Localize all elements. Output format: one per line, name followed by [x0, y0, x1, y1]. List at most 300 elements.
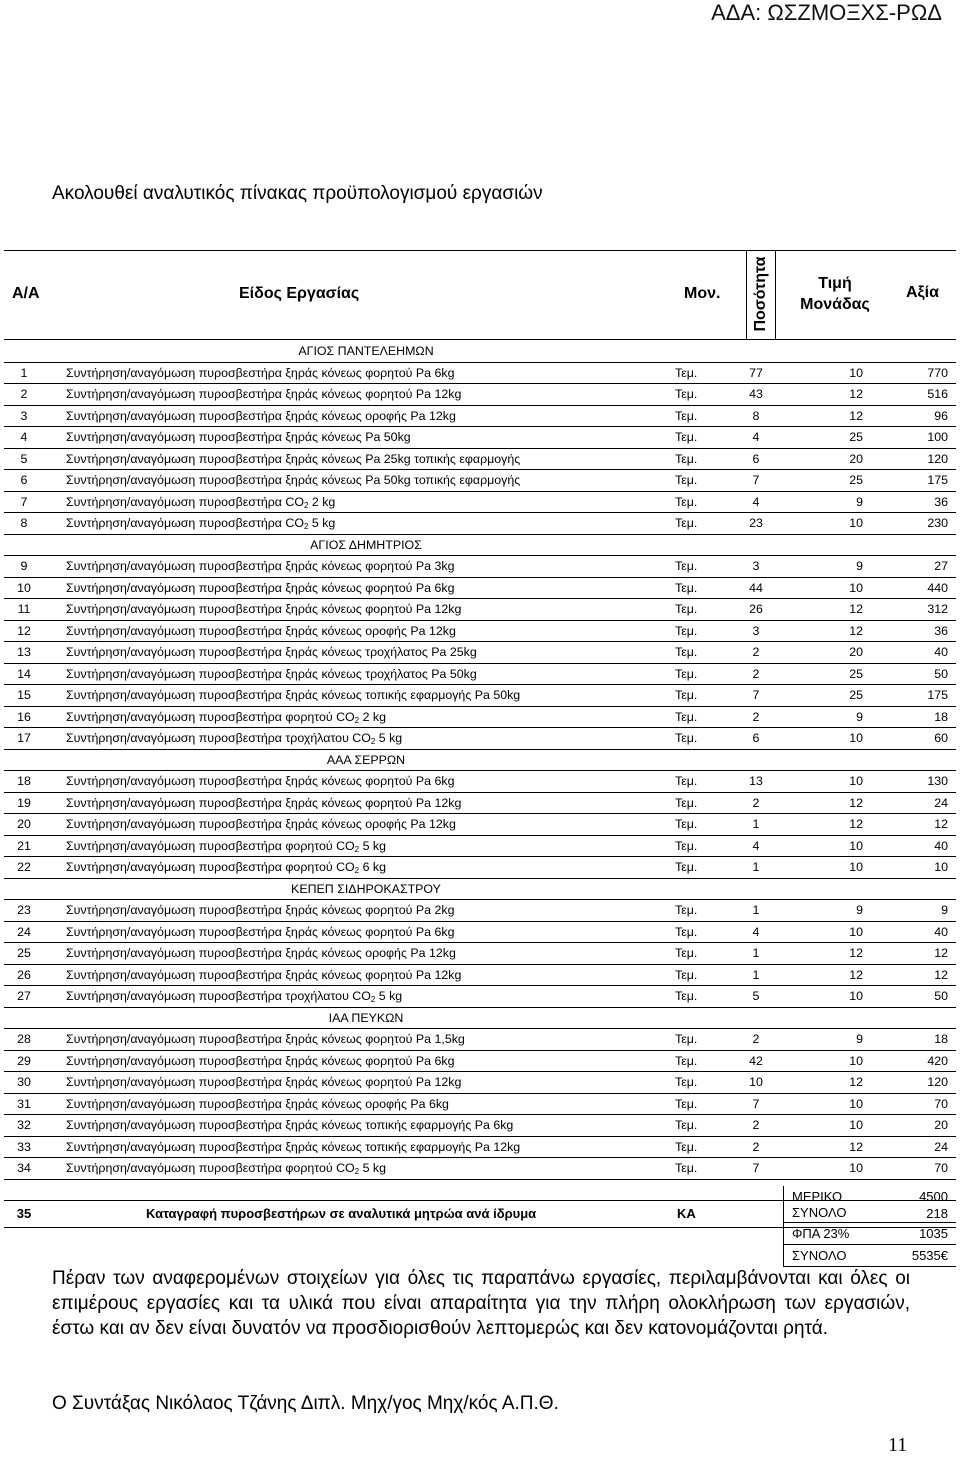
row-description: [66, 1158, 386, 1183]
row-description: [66, 685, 520, 706]
row-value: 120: [927, 451, 948, 466]
table-row: [4, 449, 956, 471]
row-description: [66, 1094, 449, 1115]
vat-row: [783, 1223, 956, 1245]
row-description: [66, 1029, 465, 1050]
row-unit-price: 9: [856, 559, 863, 573]
row-number: 18: [17, 774, 31, 788]
row-unit-price: 9: [856, 1032, 863, 1046]
row-number: 24: [17, 924, 31, 939]
row-value: 96: [934, 408, 948, 423]
row-description-text: Συντήρηση/αναγόμωση πυροσβεστήρα ξηράς κόνεως οροφής Pa 12kg: [66, 408, 456, 423]
row-value: 175: [927, 473, 948, 487]
row-unit: Τεμ.: [675, 451, 698, 466]
row-unit: Τεμ.: [675, 688, 698, 702]
section-title: ΙΑΑ ΠΕΥΚΩΝ: [328, 1010, 404, 1025]
row-quantity: 1: [752, 817, 760, 831]
table-row: [4, 1158, 956, 1180]
table-row: [4, 427, 956, 449]
row-value: 12: [934, 967, 948, 982]
row-unit-price: 25: [849, 666, 863, 681]
row-description-text: Συντήρηση/αναγόμωση πυροσβεστήρα CO: [66, 494, 304, 509]
row-description-text: Συντήρηση/αναγόμωση πυροσβεστήρα ξηράς κόνεως φορητού Pa 6kg: [66, 774, 455, 788]
row-value: 24: [934, 795, 948, 810]
table-row: [4, 1051, 956, 1073]
terms-paragraph: Πέραν των αναφερομένων στοιχείων για όλες τις παραπάνω εργασίες, περιλαμβάνονται και όλες οι επιμέρους εργασίες και τα υλικά που είναι απαραίτητα για την πλήρη ολοκλήρωση των εργασιών, έστω και αν δεν είναι δυνατόν να προσδιορισθούν λεπτομερώς και δεν κατονομάζονται ρητά.: [52, 1268, 910, 1339]
row-description-text: Συντήρηση/αναγόμωση πυροσβεστήρα ξηράς κόνεως φορητού Pa 12kg: [66, 795, 462, 810]
section-row: [4, 341, 956, 363]
row-description: [66, 449, 520, 470]
row-unit: Τεμ.: [675, 408, 698, 423]
page-heading: Ακολουθεί αναλυτικός πίνακας προϋπολογισμού εργασιών: [52, 183, 543, 204]
row35-value: 218: [926, 1205, 948, 1221]
row-number: 20: [17, 817, 31, 831]
row-unit: Τεμ.: [675, 666, 698, 681]
row-description: [66, 1115, 513, 1136]
row-unit: Τεμ.: [675, 946, 698, 960]
row-description-suffix: 2 kg: [359, 709, 386, 724]
row-number: 33: [17, 1139, 31, 1154]
row-unit: Τεμ.: [675, 430, 698, 444]
row-value: 230: [927, 516, 948, 530]
row-quantity: 5: [752, 989, 760, 1003]
row-number: 1: [20, 365, 28, 380]
row-description: [66, 642, 477, 663]
row-number: 12: [17, 623, 31, 638]
row-quantity: 4: [752, 924, 760, 939]
table-row: [4, 685, 956, 707]
table-row: [4, 1115, 956, 1137]
row-unit: Τεμ.: [675, 1053, 698, 1068]
row-value: 10: [934, 860, 948, 874]
row-number: 2: [20, 387, 28, 401]
row-number: 21: [17, 838, 31, 853]
row-description-text: Συντήρηση/αναγόμωση πυροσβεστήρα ξηράς κόνεως τοπικής εφαρμογής Pa 12kg: [66, 1139, 521, 1154]
row-quantity: 77: [749, 365, 763, 380]
row-value: 18: [934, 1032, 948, 1046]
row-number: 32: [17, 1118, 31, 1132]
row-unit-price: 12: [849, 387, 863, 401]
subscript: 2: [354, 844, 360, 854]
row-quantity: 44: [749, 580, 763, 595]
row-quantity: 6: [752, 451, 760, 466]
row-number: 10: [17, 580, 31, 595]
row-value: 130: [927, 774, 948, 788]
section-row: [4, 1008, 956, 1030]
row-description: [66, 943, 456, 964]
row-description: [66, 922, 454, 943]
row-quantity: 2: [752, 666, 760, 681]
row-value: 175: [927, 688, 948, 702]
table-row: [4, 814, 956, 836]
row-description-text: Συντήρηση/αναγόμωση πυροσβεστήρα ξηράς κόνεως τροχήλατος Pa 25kg: [66, 645, 477, 659]
table-row: [4, 513, 956, 535]
row-unit: Τεμ.: [675, 559, 698, 573]
row-description-text: Συντήρηση/αναγόμωση πυροσβεστήρα ξηράς κόνεως Pa 50kg: [66, 430, 411, 444]
row-quantity: 2: [752, 709, 760, 724]
row-description: [66, 384, 461, 405]
row-unit: Τεμ.: [675, 967, 698, 982]
row-description: [66, 556, 454, 577]
row-unit-price: 10: [849, 924, 863, 939]
row-unit-price: 12: [849, 795, 863, 810]
partial-total-value: 4500: [919, 1189, 948, 1204]
grand-total-value: 5535€: [911, 1248, 948, 1263]
row-number: 9: [20, 559, 28, 573]
row-unit-price: 20: [849, 645, 863, 659]
table-row: [4, 1029, 956, 1051]
row-number: 31: [17, 1096, 31, 1111]
row-description: [66, 363, 454, 384]
row-value: 12: [934, 946, 948, 960]
row-value: 70: [934, 1096, 948, 1111]
row-quantity: 7: [752, 473, 760, 487]
row-description-text: Συντήρηση/αναγόμωση πυροσβεστήρα ξηράς κόνεως Pa 50kg τοπικής εφαρμογής: [66, 473, 521, 487]
table-row: [4, 599, 956, 621]
row-unit: Τεμ.: [675, 838, 698, 853]
row-description-text: Συντήρηση/αναγόμωση πυροσβεστήρα φορητού CO: [66, 860, 355, 874]
author-signature: Ο Συντάξας Νικόλαος Τζάνης Διπλ. Μηχ/γος Μηχ/κός Α.Π.Θ.: [52, 1393, 559, 1414]
row-description: [66, 664, 477, 685]
row-description-text: Συντήρηση/αναγόμωση πυροσβεστήρα ξηράς κόνεως οροφής Pa 12kg: [66, 817, 456, 831]
row-unit-price: 10: [849, 989, 863, 1003]
row-unit: Τεμ.: [675, 860, 698, 874]
subscript: 2: [370, 995, 376, 1004]
row-description-suffix: 5 kg: [359, 1161, 386, 1175]
row-unit-price: 10: [849, 1118, 863, 1132]
row-unit-price: 10: [849, 860, 863, 874]
table-row: [4, 857, 956, 879]
row-number: 23: [17, 903, 31, 917]
col-axia: Αξία: [906, 284, 939, 301]
row-description-text: Συντήρηση/αναγόμωση πυροσβεστήρα ξηράς κόνεως φορητού Pa 6kg: [66, 1053, 455, 1068]
row-description-text: Συντήρηση/αναγόμωση πυροσβεστήρα ξηράς κόνεως οροφής Pa 12kg: [66, 623, 456, 638]
col-mon: Μον.: [684, 285, 721, 302]
row-description-suffix: 5 kg: [359, 838, 386, 853]
row-unit: Τεμ.: [675, 494, 698, 509]
row-description-text: Συντήρηση/αναγόμωση πυροσβεστήρα ξηράς κόνεως φορητού Pa 12kg: [66, 1075, 462, 1089]
row-value: 36: [934, 623, 948, 638]
row-value: 420: [927, 1053, 948, 1068]
section-title: ΑΓΙΟΣ ΔΗΜΗΤΡΙΟΣ: [310, 537, 422, 552]
row-quantity: 1: [752, 903, 760, 917]
row-description-text: Συντήρηση/αναγόμωση πυροσβεστήρα φορητού CO: [66, 838, 355, 853]
row-number: 29: [17, 1053, 31, 1068]
row-description-text: Συντήρηση/αναγόμωση πυροσβεστήρα ξηράς κόνεως φορητού Pa 2kg: [66, 903, 455, 917]
page-number: 11: [888, 1434, 908, 1456]
row-description-text: Συντήρηση/αναγόμωση πυροσβεστήρα φορητού CO: [66, 1161, 355, 1175]
row-unit: Τεμ.: [675, 387, 698, 401]
row-description-text: Συντήρηση/αναγόμωση πυροσβεστήρα ξηράς κόνεως φορητού Pa 6kg: [66, 924, 455, 939]
row-value: 120: [927, 1075, 948, 1089]
row-description: [66, 599, 461, 620]
section-title: ΑΓΙΟΣ ΠΑΝΤΕΛΕΗΜΩΝ: [298, 344, 434, 358]
table-row: [4, 1072, 956, 1094]
row-description: [66, 771, 454, 792]
row-unit: Τεμ.: [675, 1139, 698, 1154]
row-unit: Τεμ.: [675, 1075, 698, 1089]
table-row: [4, 965, 956, 987]
row-description-text: Συντήρηση/αναγόμωση πυροσβεστήρα ξηράς κόνεως τροχήλατος Pa 50kg: [66, 666, 477, 681]
row-description-text: Συντήρηση/αναγόμωση πυροσβεστήρα φορητού CO: [66, 709, 355, 724]
col-timi: Τιμή Μονάδας: [800, 275, 870, 313]
col-aa: Α/Α: [12, 285, 40, 302]
row-unit-price: 9: [856, 903, 863, 917]
table-row: [4, 771, 956, 793]
ada-code: ΑΔΑ: ΩΣΖΜΟΞΧΣ-ΡΩΔ: [711, 0, 942, 25]
row-number: 13: [17, 645, 31, 659]
row-unit: Τεμ.: [675, 1096, 698, 1111]
row-unit: Τεμ.: [675, 903, 698, 917]
row-unit-price: 12: [849, 408, 863, 423]
section-title: ΚΕΠΕΠ ΣΙΔΗΡΟΚΑΣΤΡΟΥ: [291, 881, 441, 896]
row-unit-price: 9: [856, 709, 863, 724]
section-row: [4, 879, 956, 901]
row-unit: Τεμ.: [675, 774, 698, 788]
row-quantity: 1: [752, 946, 760, 960]
row-unit-price: 12: [849, 1139, 863, 1154]
table-row: [4, 363, 956, 385]
row-unit-price: 10: [849, 580, 863, 595]
row-unit: Τεμ.: [675, 623, 698, 638]
row-description-text: Συντήρηση/αναγόμωση πυροσβεστήρα τροχήλατου CO: [66, 989, 371, 1003]
row-value: 40: [934, 924, 948, 939]
row-unit: Τεμ.: [675, 602, 698, 616]
table-row: [4, 492, 956, 514]
table-row: [4, 578, 956, 600]
row-description-text: Συντήρηση/αναγόμωση πυροσβεστήρα CO: [66, 516, 304, 530]
row-number: 34: [17, 1161, 31, 1175]
row-value: 18: [934, 709, 948, 724]
row-description-text: Συντήρηση/αναγόμωση πυροσβεστήρα ξηράς κόνεως φορητού Pa 12kg: [66, 602, 462, 616]
row-unit-price: 12: [849, 817, 863, 831]
row-value: 50: [934, 666, 948, 681]
row-number: 6: [20, 473, 28, 487]
row-quantity: 43: [749, 387, 763, 401]
row-unit: Τεμ.: [675, 817, 698, 831]
row-description-suffix: 5 kg: [375, 989, 403, 1003]
row-unit-price: 9: [856, 494, 863, 509]
row-quantity: 42: [749, 1053, 763, 1068]
col-eidos: Είδος Εργασίας: [239, 285, 360, 302]
row-number: 7: [20, 494, 28, 509]
row-description: [66, 900, 454, 921]
subscript: 2: [354, 715, 360, 725]
row35-description: Καταγραφή πυροσβεστήρων σε αναλυτικά μητρώα ανά ίδρυμα: [146, 1205, 537, 1221]
row-description: [66, 1137, 520, 1158]
row-value: 312: [927, 602, 948, 616]
row-number: 22: [17, 860, 31, 874]
row-unit-price: 12: [849, 602, 863, 616]
row-description-suffix: 6 kg: [359, 860, 386, 874]
row-description-text: Συντήρηση/αναγόμωση πυροσβεστήρα ξηράς κόνεως Pa 25kg τοπικής εφαρμογής: [66, 451, 521, 466]
partial-total-label: ΜΕΡΙΚΟ ΣΥΝΟΛΟ: [792, 1189, 847, 1220]
row-quantity: 4: [752, 838, 760, 853]
table-row: [4, 664, 956, 686]
table-row: [4, 384, 956, 406]
row-value: 40: [934, 838, 948, 853]
row-description: [66, 621, 456, 642]
vat-label: ΦΠΑ 23%: [792, 1226, 850, 1241]
row-description: [66, 1051, 454, 1072]
row-value: 100: [927, 430, 948, 444]
row-description-text: Συντήρηση/αναγόμωση πυροσβεστήρα ξηράς κόνεως φορητού Pa 1,5kg: [66, 1032, 465, 1046]
row-quantity: 7: [752, 688, 760, 702]
section-title: ΑΑΑ ΣΕΡΡΩΝ: [326, 752, 406, 767]
row-value: 12: [934, 817, 948, 831]
row-unit-price: 10: [849, 1053, 863, 1068]
table-row: [4, 943, 956, 965]
row-unit: Τεμ.: [675, 473, 698, 487]
row-value: 24: [934, 1139, 948, 1154]
row-description: [66, 578, 454, 599]
row-unit-price: 10: [849, 516, 863, 530]
row-number: 26: [17, 967, 31, 982]
row-description: [66, 965, 461, 986]
row-value: 50: [934, 989, 948, 1003]
row35-unit: ΚΑ: [677, 1205, 696, 1221]
row-quantity: 7: [752, 1161, 760, 1175]
row-description: [66, 470, 520, 491]
table-body: [4, 341, 956, 1228]
row-quantity: 10: [749, 1075, 763, 1089]
row-description-text: Συντήρηση/αναγόμωση πυροσβεστήρα ξηράς κόνεως φορητού Pa 6kg: [66, 365, 455, 380]
table-row: [4, 922, 956, 944]
row-number: 27: [17, 989, 31, 1003]
row-number: 17: [17, 731, 31, 745]
row-quantity: 2: [752, 1139, 760, 1154]
row-unit-price: 10: [849, 1161, 863, 1175]
row-description-text: Συντήρηση/αναγόμωση πυροσβεστήρα ξηράς κόνεως φορητού Pa 3kg: [66, 559, 455, 573]
row-value: 36: [934, 494, 948, 509]
table-row: [4, 836, 956, 858]
row-number: 8: [20, 516, 28, 530]
row-unit: Τεμ.: [675, 989, 698, 1003]
row-number: 19: [17, 795, 31, 810]
row-unit: Τεμ.: [675, 1161, 698, 1175]
row-description-text: Συντήρηση/αναγόμωση πυροσβεστήρα ξηράς κόνεως φορητού Pa 12kg: [66, 967, 462, 982]
row-quantity: 6: [752, 731, 760, 745]
row-value: 70: [934, 1161, 948, 1175]
row-unit-price: 10: [849, 838, 863, 853]
subscript: 2: [354, 1167, 360, 1176]
row-unit-price: 25: [849, 473, 863, 487]
table-row: [4, 470, 956, 492]
grand-total-row: [783, 1245, 956, 1267]
row-quantity: 4: [752, 494, 760, 509]
row-unit-price: 10: [849, 1096, 863, 1111]
row-number: 5: [20, 451, 28, 466]
section-row: [4, 535, 956, 557]
row-unit-price: 10: [849, 774, 863, 788]
row-value: 770: [927, 365, 948, 380]
row-unit-price: 25: [849, 688, 863, 702]
table-row: [4, 621, 956, 643]
row-quantity: 2: [752, 1032, 760, 1046]
table-row: [4, 406, 956, 428]
row-quantity: 1: [752, 860, 760, 874]
row-unit-price: 12: [849, 967, 863, 982]
row-description-text: Συντήρηση/αναγόμωση πυροσβεστήρα ξηράς κόνεως φορητού Pa 12kg: [66, 387, 462, 401]
row-description: [66, 427, 411, 448]
table-header-axia: [4, 250, 956, 338]
row-quantity: 2: [752, 1118, 760, 1132]
row-unit: Τεμ.: [675, 924, 698, 939]
row-number: 4: [20, 430, 28, 444]
subscript: 2: [370, 737, 376, 746]
row-description-suffix: 5 kg: [375, 731, 403, 745]
row-quantity: 3: [752, 623, 760, 638]
row-unit: Τεμ.: [675, 731, 698, 745]
row-value: 440: [927, 580, 948, 595]
partial-total-row: [783, 1186, 956, 1223]
grand-total-label: ΣΥΝΟΛΟ: [792, 1248, 847, 1263]
row-unit-price: 10: [849, 731, 863, 745]
row-quantity: 8: [752, 408, 760, 423]
row-unit: Τεμ.: [675, 516, 698, 530]
subscript: 2: [354, 866, 360, 875]
row-number: 25: [17, 946, 31, 960]
row-quantity: 4: [752, 430, 760, 444]
row-unit-price: 12: [849, 1075, 863, 1089]
subscript: 2: [303, 500, 309, 510]
section-row: [4, 750, 956, 772]
row-quantity: 2: [752, 645, 760, 659]
row-unit: Τεμ.: [675, 365, 698, 380]
row-description-text: Συντήρηση/αναγόμωση πυροσβεστήρα ξηράς κόνεως τοπικής εφαρμογής Pa 6kg: [66, 1118, 514, 1132]
row-value: 27: [934, 559, 948, 573]
row-unit: Τεμ.: [675, 645, 698, 659]
table-row: [4, 986, 956, 1008]
row-description-text: Συντήρηση/αναγόμωση πυροσβεστήρα ξηράς κόνεως φορητού Pa 6kg: [66, 580, 455, 595]
row-description-text: Συντήρηση/αναγόμωση πυροσβεστήρα ξηράς κόνεως οροφής Pa 6kg: [66, 1096, 449, 1111]
row-quantity: 13: [749, 774, 763, 788]
row-description: [66, 793, 461, 814]
row-unit: Τεμ.: [675, 709, 698, 724]
row-unit-price: 25: [849, 430, 863, 444]
row-unit-price: 10: [849, 365, 863, 380]
row-unit-price: 20: [849, 451, 863, 466]
row-unit-price: 12: [849, 623, 863, 638]
row-number: 28: [17, 1032, 31, 1046]
row-number: 30: [17, 1075, 31, 1089]
row-description-suffix: 2 kg: [308, 494, 336, 509]
row-description: [66, 1072, 461, 1093]
row-description-text: Συντήρηση/αναγόμωση πυροσβεστήρα ξηράς κόνεως οροφής Pa 12kg: [66, 946, 456, 960]
row-number: 3: [20, 408, 28, 423]
row-unit-price: 12: [849, 946, 863, 960]
subscript: 2: [303, 522, 309, 531]
row-number: 15: [17, 688, 31, 702]
row-unit: Τεμ.: [675, 795, 698, 810]
table-row: [4, 556, 956, 578]
row-value: 516: [927, 387, 948, 401]
row-number: 14: [17, 666, 31, 681]
table-row: [4, 728, 956, 750]
row-value: 9: [941, 903, 948, 917]
row-description-text: Συντήρηση/αναγόμωση πυροσβεστήρα ξηράς κόνεως τοπικής εφαρμογής Pa 50kg: [66, 688, 521, 702]
row-quantity: 7: [752, 1096, 760, 1111]
row-unit: Τεμ.: [675, 1032, 698, 1046]
row-value: 40: [934, 645, 948, 659]
row-value: 60: [934, 731, 948, 745]
row-quantity: 26: [749, 602, 763, 616]
table-row: [4, 900, 956, 922]
row-number: 16: [17, 709, 31, 724]
col-posotita: Ποσότητα: [752, 256, 769, 332]
row-unit: Τεμ.: [675, 1118, 698, 1132]
row-unit: Τεμ.: [675, 580, 698, 595]
